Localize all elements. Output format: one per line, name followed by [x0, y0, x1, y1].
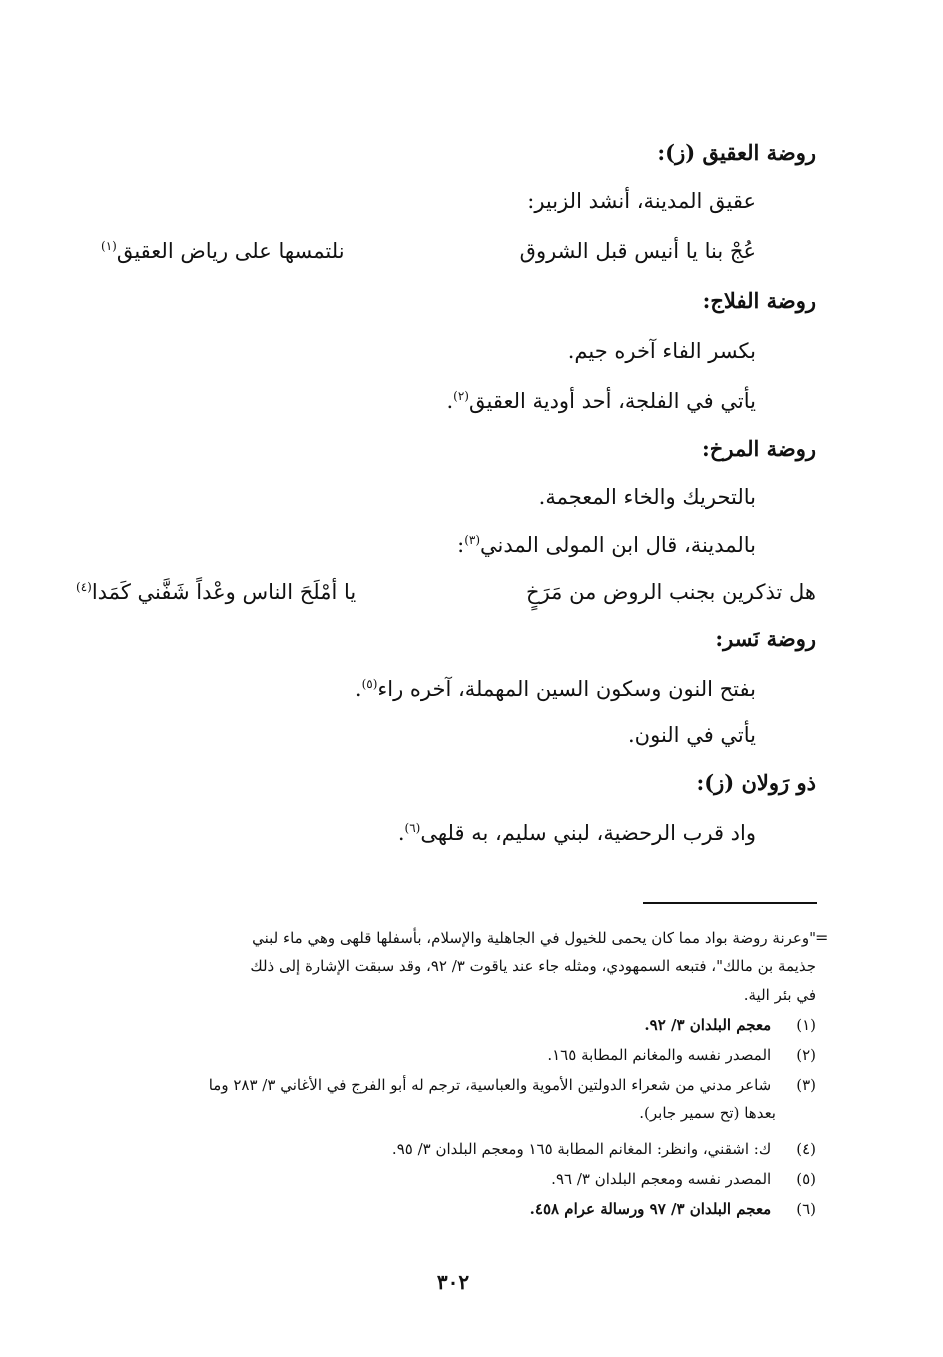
- paragraph-text: يأتي في الفلجة، أحد أودية العقيق: [468, 389, 756, 413]
- footnote-text: بعدها (تح سمير جابر).: [639, 1104, 776, 1122]
- verse-second-hemistich: [76, 577, 356, 607]
- footnote-text: شاعر مدني من شعراء الدولتين الأموية والعباسية، ترجم له أبو الفرج في الأغاني ٣/ ٢٨٣ وما: [208, 1076, 772, 1094]
- footnote-continuation-line: [744, 983, 816, 1008]
- footnote-1: [644, 1013, 816, 1038]
- footnote-6: [530, 1197, 816, 1222]
- verse-line: [101, 236, 756, 266]
- footnote-text: جذيمة بن مالك"، فتبعه السمهودي، ومثله جاء عند ياقوت ٣/ ٩٢، وقد سبقت الإشارة إلى ذلك: [250, 957, 816, 975]
- footnote-continuation-line: [250, 954, 816, 979]
- entry-heading-dhu-rawlan: [696, 768, 816, 798]
- footnote-continuation-line: [252, 926, 816, 951]
- heading-text: روضة المرخ:: [702, 436, 816, 461]
- hemistich-text: نلتمسها على رياض العقيق: [116, 239, 345, 263]
- paragraph: [398, 818, 756, 848]
- footnote-text: "وعرنة روضة بواد مما كان يحمى للخيول في الجاهلية والإسلام، بأسفلها قلهى وهي ماء لبني: [252, 929, 816, 947]
- paragraph-text: عقيق المدينة، أنشد الزبير:: [527, 189, 756, 213]
- entry-heading-rawdat-al-aqiq: [657, 138, 816, 168]
- footnote-ref[interactable]: (١): [101, 239, 117, 253]
- punctuation: .: [354, 677, 362, 701]
- footnote-ref[interactable]: (٦): [404, 821, 421, 835]
- footnote-number: (٣): [796, 1076, 816, 1094]
- paragraph: [568, 336, 756, 366]
- paragraph-text: بالمدينة، قال ابن المولى المدني: [480, 533, 756, 557]
- verse-line: [76, 577, 816, 607]
- paragraph-text: يأتي في النون.: [628, 723, 756, 747]
- paragraph: [539, 482, 756, 512]
- footnote-text: ك: اشقني، وانظر: المغانم المطابة ١٦٥ ومعجم البلدان ٣/ ٩٥.: [391, 1140, 772, 1158]
- footnote-text: معجم البلدان ٣/ ٩٧ ورسالة عرام ٤٥٨.: [529, 1200, 772, 1218]
- footnote-ref[interactable]: (٣): [464, 533, 481, 547]
- footnote-separator: [643, 902, 817, 904]
- page-number: ٣٠٢: [436, 1270, 470, 1294]
- paragraph-text: واد قرب الرحضية، لبني سليم، به قلهى: [420, 821, 756, 845]
- footnote-text: معجم البلدان ٣/ ٩٢.: [644, 1016, 772, 1034]
- footnote-2: [547, 1043, 816, 1068]
- heading-text: ذو رَولان (ز):: [696, 770, 816, 795]
- paragraph-text: بكسر الفاء آخره جيم.: [567, 339, 756, 363]
- footnote-3: [209, 1073, 816, 1098]
- footnote-text: في بئر الية.: [743, 986, 816, 1004]
- punctuation: .: [446, 389, 454, 413]
- verse-first-hemistich: هل تذكرين بجنب الروض من مَرَخٍ: [526, 580, 816, 604]
- footnote-number: (٤): [796, 1140, 816, 1158]
- heading-text: روضة الفلاج:: [702, 288, 816, 313]
- footnote-text: المصدر نفسه والمغانم المطابة ١٦٥.: [547, 1046, 772, 1064]
- entry-heading-rawdat-al-falaj: [703, 286, 816, 316]
- footnote-text: المصدر نفسه ومعجم البلدان ٣/ ٩٦.: [551, 1170, 772, 1188]
- paragraph: [446, 386, 756, 416]
- punctuation: :: [457, 533, 465, 557]
- footnote-4: [392, 1137, 816, 1162]
- paragraph: [527, 186, 756, 216]
- footnote-ref[interactable]: (٥): [361, 677, 378, 691]
- paragraph: [355, 674, 756, 704]
- heading-text: روضة العقيق (ز):: [657, 140, 816, 165]
- verse-first-hemistich: عُجْ بنا يا أنيس قبل الشروق: [519, 239, 756, 263]
- continuation-mark: =: [815, 928, 829, 947]
- footnote-ref[interactable]: (٤): [76, 580, 92, 594]
- heading-text: روضة نَسر:: [715, 626, 816, 651]
- footnote-number: (٥): [796, 1170, 816, 1188]
- footnote-5: [551, 1167, 816, 1192]
- footnote-ref[interactable]: (٢): [453, 389, 469, 403]
- verse-second-hemistich: [101, 236, 345, 266]
- footnote-3-continuation: [639, 1101, 776, 1126]
- paragraph-text: بفتح النون وسكون السين المهملة، آخره راء: [377, 677, 756, 701]
- entry-heading-rawdat-nasr: [715, 624, 816, 654]
- footnote-number: (٢): [796, 1046, 816, 1064]
- footnote-number: (١): [796, 1016, 816, 1034]
- punctuation: .: [397, 821, 405, 845]
- footnote-number: (٦): [796, 1200, 816, 1218]
- hemistich-text: يا أمْلَحَ الناس وعْداً شَفَّني كَمَدا: [91, 580, 357, 604]
- paragraph-text: بالتحريك والخاء المعجمة.: [538, 485, 756, 509]
- paragraph: [628, 720, 756, 750]
- paragraph: [457, 530, 756, 560]
- entry-heading-rawdat-al-marakh: [702, 434, 816, 464]
